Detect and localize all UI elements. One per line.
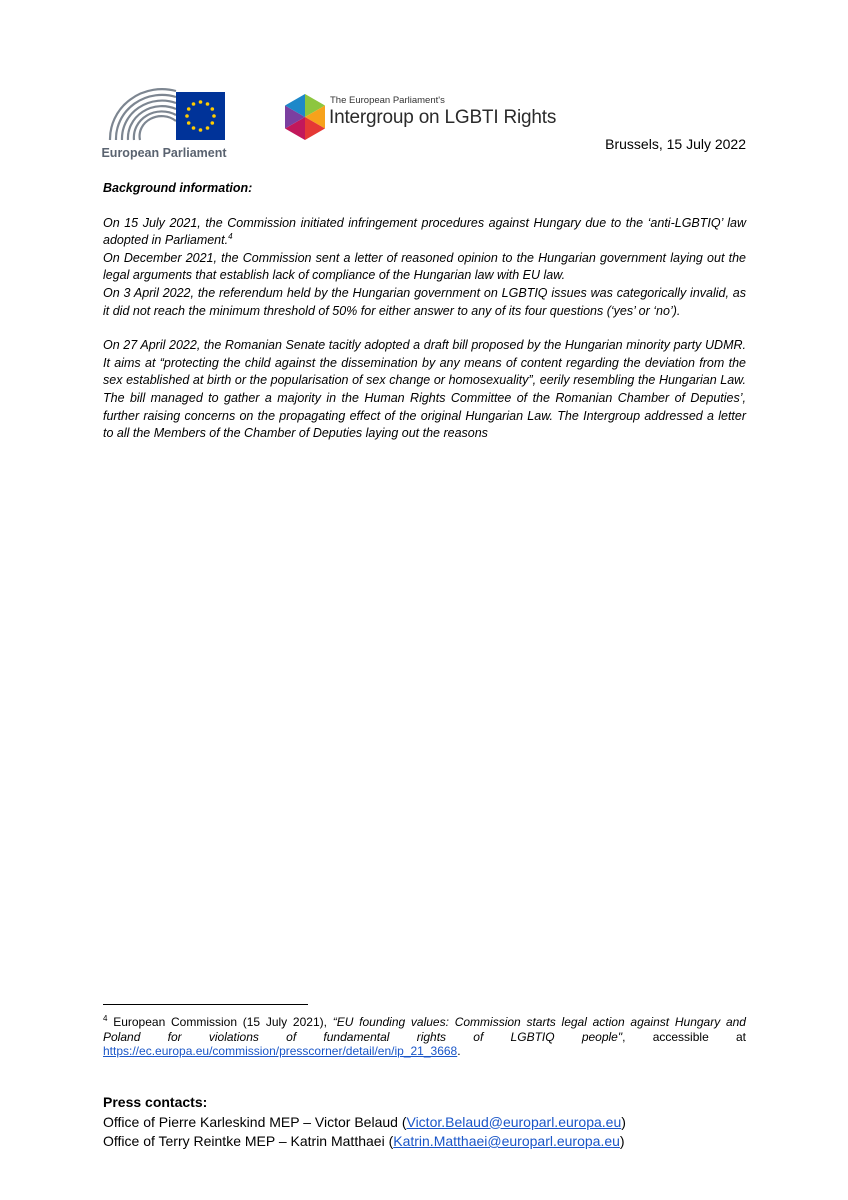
footnote-separator <box>103 1004 308 1005</box>
european-parliament-label: European Parliament <box>101 146 227 160</box>
press-contact-karleskind <box>103 1113 746 1133</box>
press-contacts <box>103 1093 746 1152</box>
parliament-hemicycle-icon <box>100 82 228 144</box>
rainbow-hexagon-icon <box>283 92 327 142</box>
paragraph-reasoned-opinion: On December 2021, the Commission sent a letter of reasoned opinion to the Hungarian government laying out the legal arguments that establish lack of compliance of the Hungarian law with EU law. <box>103 250 746 283</box>
press-contact-2-text: Office of Terry Reintke MEP – Katrin Matthaei ( <box>103 1133 394 1149</box>
press-contact-2-close: ) <box>619 1133 625 1149</box>
press-contact-1-close: ) <box>621 1113 626 1130</box>
footnote-number: 4 <box>103 1014 108 1023</box>
footnote-url-link[interactable]: https://ec.europa.eu/commission/presscorner/detail/en/ip_21_3668 <box>103 1044 458 1058</box>
european-parliament-logo <box>100 82 230 166</box>
footnote-mid: , accessible at <box>622 1029 746 1044</box>
footnote-lead: European Commission (15 July 2021), <box>113 1015 327 1029</box>
press-contact-1-text: Office of Pierre Karleskind MEP – Victor Belaud ( <box>103 1113 407 1130</box>
paragraph-infringement-text: On 15 July 2021, the Commission initiated infringement procedures against Hungary due to the ‘anti-LGBTIQ’ law adopted in Parliament. <box>103 215 746 248</box>
intergroup-logo <box>283 92 563 144</box>
footnote-quote: “EU founding values: Commission starts legal action against Hungary and Poland for violations of fundamental rights of LGBTIQ people" <box>103 1015 746 1044</box>
email-link-belaud[interactable]: Victor.Belaud@europarl.europa.eu <box>406 1113 622 1130</box>
email-link-matthaei[interactable]: Katrin.Matthaei@europarl.europa.eu <box>393 1133 620 1149</box>
press-contacts-heading: Press contacts: <box>103 1094 208 1110</box>
paragraph-romanian-senate: On 27 April 2022, the Romanian Senate tacitly adopted a draft bill proposed by the Hungarian minority party UDMR. It aims at “protecting the child against the dissemination by any means of content regarding the deviation from the sex established at birth or the popularisation of sex change or homosexuality”, eerily resembling the Hungarian Law. The bill managed to gather a majority in the Human Rights Committee of the Romanian Chamber of Deputies’, further raising concerns on the propagating effect of the original Hungarian Law. The Intergroup addressed a letter to all the Members of the Chamber of Deputies laying out the reasons <box>103 338 746 441</box>
intergroup-title: Intergroup on LGBTI Rights <box>329 107 557 128</box>
background-section <box>103 180 746 443</box>
press-contact-reintke <box>103 1132 746 1152</box>
footnote-reference: 4 <box>228 232 233 242</box>
footnote <box>103 1015 746 1059</box>
intergroup-subtitle: The European Parliament's <box>330 95 445 106</box>
paragraph-referendum: On 3 April 2022, the referendum held by the Hungarian government on LGBTIQ issues was categorically invalid, as it did not reach the minimum threshold of 50% for either answer to any of its four questions (‘yes’ or ‘no’). <box>103 285 746 318</box>
paragraph-infringement <box>103 215 746 250</box>
footnote-end: . <box>457 1044 461 1058</box>
background-heading: Background information: <box>103 181 253 195</box>
dateline: Brussels, 15 July 2022 <box>605 136 746 152</box>
